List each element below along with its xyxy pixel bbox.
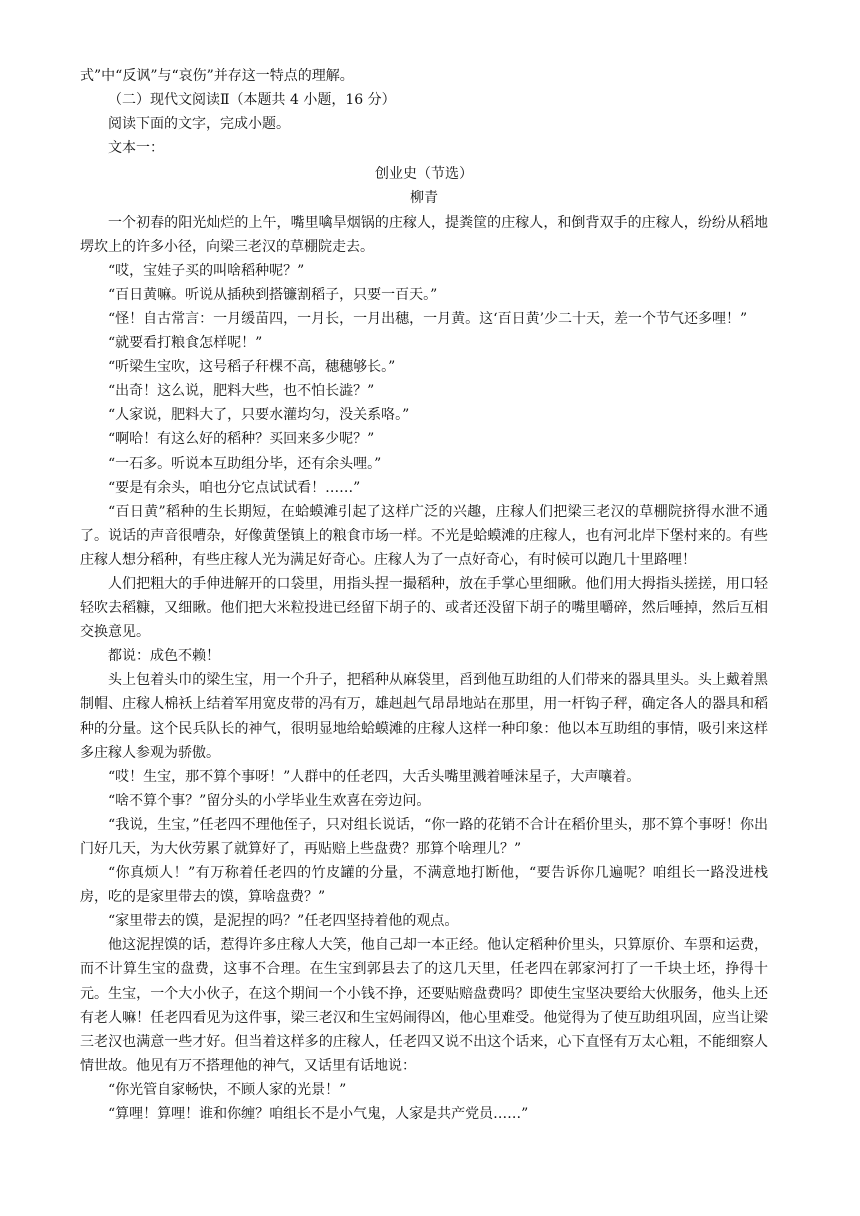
- carryover-line: 式”中“反讽”与“哀伤”并存这一特点的理解。: [80, 68, 354, 84]
- paragraph: “啊哈！有这么好的稻种？买回来多少呢？”: [108, 431, 375, 448]
- paragraph: “我说，生宝，”任老四不理他侄子，只对组长说话，“你一路的花销不合计在稻价里头，那不算个事呀！你出门好几天，为大伙劳累了就算好了，再贴赔上些盘费？那算个啥理儿？”: [80, 816, 768, 857]
- paragraph: “一石多。听说本互助组分毕，还有余头哩。”: [108, 455, 382, 472]
- paragraph: 都说：成色不赖！: [108, 648, 220, 665]
- paragraph: “百日黄嘛。听说从插秧到搭镰割稻子，只要一百天。”: [108, 286, 438, 303]
- reading-instruction: 阅读下面的文字，完成小题。: [108, 116, 290, 133]
- paragraph: “你光管自家畅快，不顾人家的光景！”: [108, 1081, 347, 1098]
- paragraph: “你真烦人！”有万称着任老四的竹皮罐的分量，不满意地打断他，“要告诉你几遍呢？咱组长一路没进栈房，吃的是家里带去的馍，算啥盘费？”: [80, 865, 768, 906]
- paragraph: “啥不算个事？”留分头的小学毕业生欢喜在旁边问。: [108, 792, 431, 809]
- paragraph: “百日黄”稻种的生长期短，在蛤蟆滩引起了这样广泛的兴趣，庄稼人们把梁三老汉的草棚院挤得水泄不通了。说话的声音很嘈杂，好像黄堡镇上的粮食市场一样。不光是蛤蟆滩的庄稼人，也有河北岸下堡村来的。有些庄稼人想分稻种，有些庄稼人光为满足好奇心。庄稼人为了一点好奇心，有时候可以跑几十里路哩！: [80, 503, 768, 568]
- text-label: 文本一：: [108, 140, 164, 157]
- section-heading: （二）现代文阅读Ⅱ（本题共 4 小题，16 分）: [108, 92, 396, 109]
- paragraph: “家里带去的馍，是泥捏的吗？”任老四坚持着他的观点。: [108, 913, 459, 930]
- paragraph: “算哩！算哩！谁和你缠？咱组长不是小气鬼，人家是共产党员……”: [108, 1106, 529, 1123]
- paragraph: “哎！生宝，那不算个事呀！”人群中的任老四，大舌头嘴里溅着唾沫星子，大声嚷着。: [108, 768, 641, 785]
- paragraph: “要是有余头，咱也分它点试试看！……”: [108, 479, 361, 496]
- paragraph: “怪！自古常言：一月缓苗四，一月长，一月出穗，一月黄。这‘百日黄’少二十天，差一个节气还多哩！”: [108, 310, 748, 327]
- paragraph: 一个初春的阳光灿烂的上午，嘴里噙旱烟锅的庄稼人，提粪筐的庄稼人，和倒背双手的庄稼人，纷纷从稻地塄坎上的许多小径，向梁三老汉的草棚院走去。: [80, 214, 768, 255]
- paragraph: 人们把粗大的手伸进解开的口袋里，用指头捏一撮稻种，放在手掌心里细瞅。他们用大拇指头搓搓，用口轻轻吹去稻糠，又细瞅。他们把大米粒投进已经留下胡子的、或者还没留下胡子的嘴里嚼碎，然后唾掉，然后互相交换意见。: [80, 575, 768, 641]
- document-page: [80, 64, 768, 1126]
- paragraph: “哎，宝娃子买的叫啥稻种呢？”: [108, 262, 305, 279]
- paragraph: “人家说，肥料大了，只要水灌均匀，没关系咯。”: [108, 407, 410, 424]
- paragraph: 头上包着头巾的梁生宝，用一个升子，把稻种从麻袋里，舀到他互助组的人们带来的器具里头。头上戴着黑制帽、庄稼人棉袄上结着军用宽皮带的冯有万，雄赳赳气昂昂地站在那里，用一杆钩子秤，确定各人的器具和稻种的分量。这个民兵队长的神气，很明显地给蛤蟆滩的庄稼人这样一种印象：他以本互助组的事情，吸引来这样多庄稼人参观为骄傲。: [80, 672, 768, 761]
- article-author: 柳青: [410, 190, 438, 207]
- paragraph: “就要看打粮食怎样呢！”: [108, 335, 263, 352]
- paragraph: “出奇！这么说，肥料大些，也不怕长澁？”: [108, 383, 375, 400]
- article-title: 创业史（节选）: [375, 166, 473, 183]
- paragraph: “听梁生宝吹，这号稻子秆棵不高，穗穗够长。”: [108, 359, 396, 376]
- paragraph: 他这泥捏馍的话，惹得许多庄稼人大笑，他自己却一本正经。他认定稻种价里头，只算原价、车票和运费，而不计算生宝的盘费，这事不合理。在生宝到郭县去了的这几天里，任老四在郭家河打了一千块土坯，挣得十元。生宝，一个大小伙子，在这个期间一个小钱不挣，还要贴赔盘费吗？即使生宝坚决要给大伙服务，他头上还有老人嘛！任老四看见为这件事，梁三老汉和生宝妈闹得凶，他心里难受。他觉得为了使互助组巩固，应当让梁三老汉也满意一些才好。但当着这样多的庄稼人，任老四又说不出这个话来，心下直怪有万太心粗，不能细察人情世故。他见有万不搭理他的神气，又话里有话地说：: [80, 937, 768, 1074]
